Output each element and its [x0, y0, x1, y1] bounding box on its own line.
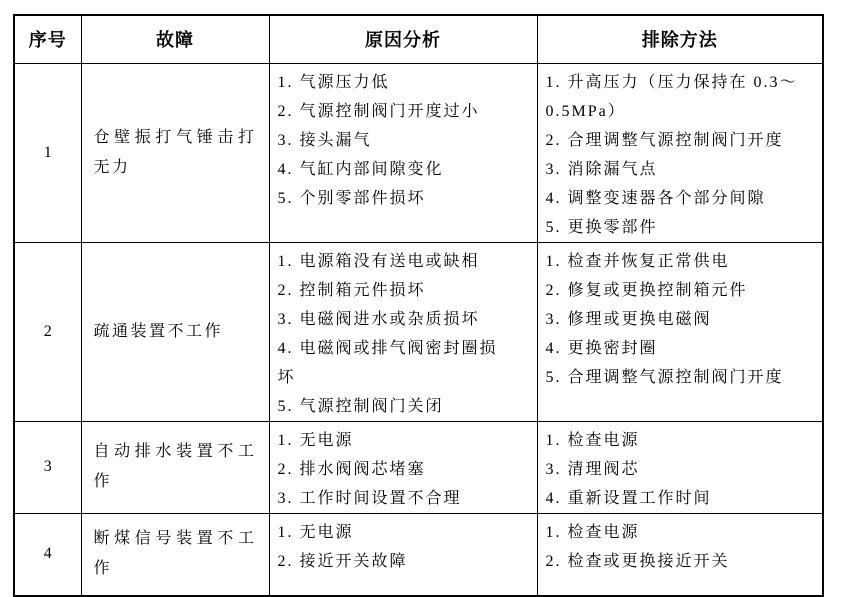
causes-cell — [269, 63, 537, 242]
cause-item: 5. 个别零部件损坏 — [277, 189, 426, 207]
cause-item: 1. 无电源 — [277, 523, 354, 541]
remedy-item: 3. 清理阀芯 — [545, 460, 640, 478]
remedy-item: 1. 升高压力（压力保持在 0.3～0.5MPa） — [545, 73, 798, 120]
remedy-item: 3. 消除漏气点 — [545, 160, 658, 178]
remedy-item: 1. 检查电源 — [545, 431, 640, 449]
remedy-item: 4. 调整变速器各个部分间隙 — [545, 189, 766, 207]
row-number: 2 — [14, 242, 81, 421]
cause-item: 1. 无电源 — [277, 431, 354, 449]
row-number: 4 — [14, 513, 81, 596]
fault-cell: 断煤信号装置不工作 — [81, 513, 269, 596]
remedy-item: 4. 更换密封圈 — [545, 339, 658, 357]
remedies-cell — [537, 421, 823, 513]
remedy-item: 5. 合理调整气源控制阀门开度 — [545, 368, 784, 386]
cause-item: 3. 接头漏气 — [277, 131, 372, 149]
table-row — [14, 63, 823, 242]
remedies-cell — [537, 242, 823, 421]
remedy-item: 2. 修复或更换控制箱元件 — [545, 281, 748, 299]
remedy-item: 2. 合理调整气源控制阀门开度 — [545, 131, 784, 149]
column-header-fault: 故障 — [81, 15, 269, 63]
cause-item: 3. 工作时间设置不合理 — [277, 489, 462, 507]
fault-troubleshooting-table — [13, 14, 824, 597]
table-row — [14, 242, 823, 421]
row-number: 1 — [14, 63, 81, 242]
fault-cell: 疏通装置不工作 — [81, 242, 269, 421]
remedy-item: 1. 检查电源 — [545, 523, 640, 541]
row-number: 3 — [14, 421, 81, 513]
causes-cell — [269, 421, 537, 513]
table-header-row — [14, 15, 823, 63]
remedy-item: 2. 检查或更换接近开关 — [545, 552, 730, 570]
remedy-item: 1. 检查并恢复正常供电 — [545, 252, 730, 270]
cause-item: 2. 接近开关故障 — [277, 552, 408, 570]
causes-cell — [269, 513, 537, 596]
table-row — [14, 421, 823, 513]
cause-item: 3. 电磁阀进水或杂质损坏 — [277, 310, 480, 328]
fault-cell: 仓壁振打气锤击打无力 — [81, 63, 269, 242]
remedies-cell — [537, 513, 823, 596]
cause-item: 4. 电磁阀或排气阀密封圈损坏 — [277, 339, 498, 386]
remedy-item: 3. 修理或更换电磁阀 — [545, 310, 712, 328]
cause-item: 2. 排水阀阀芯堵塞 — [277, 460, 426, 478]
table-row — [14, 513, 823, 596]
cause-item: 2. 气源控制阀门开度过小 — [277, 102, 480, 120]
cause-item: 4. 气缸内部间隙变化 — [277, 160, 444, 178]
cause-item: 2. 控制箱元件损坏 — [277, 281, 426, 299]
remedy-item: 5. 更换零部件 — [545, 218, 658, 236]
causes-cell — [269, 242, 537, 421]
remedy-item: 4. 重新设置工作时间 — [545, 489, 712, 507]
column-header-cause-analysis: 原因分析 — [269, 15, 537, 63]
fault-cell: 自动排水装置不工作 — [81, 421, 269, 513]
remedies-cell — [537, 63, 823, 242]
column-header-no: 序号 — [14, 15, 81, 63]
cause-item: 1. 气源压力低 — [277, 73, 390, 91]
cause-item: 5. 气源控制阀门关闭 — [277, 397, 444, 415]
cause-item: 1. 电源箱没有送电或缺相 — [277, 252, 480, 270]
column-header-remedy: 排除方法 — [537, 15, 823, 63]
